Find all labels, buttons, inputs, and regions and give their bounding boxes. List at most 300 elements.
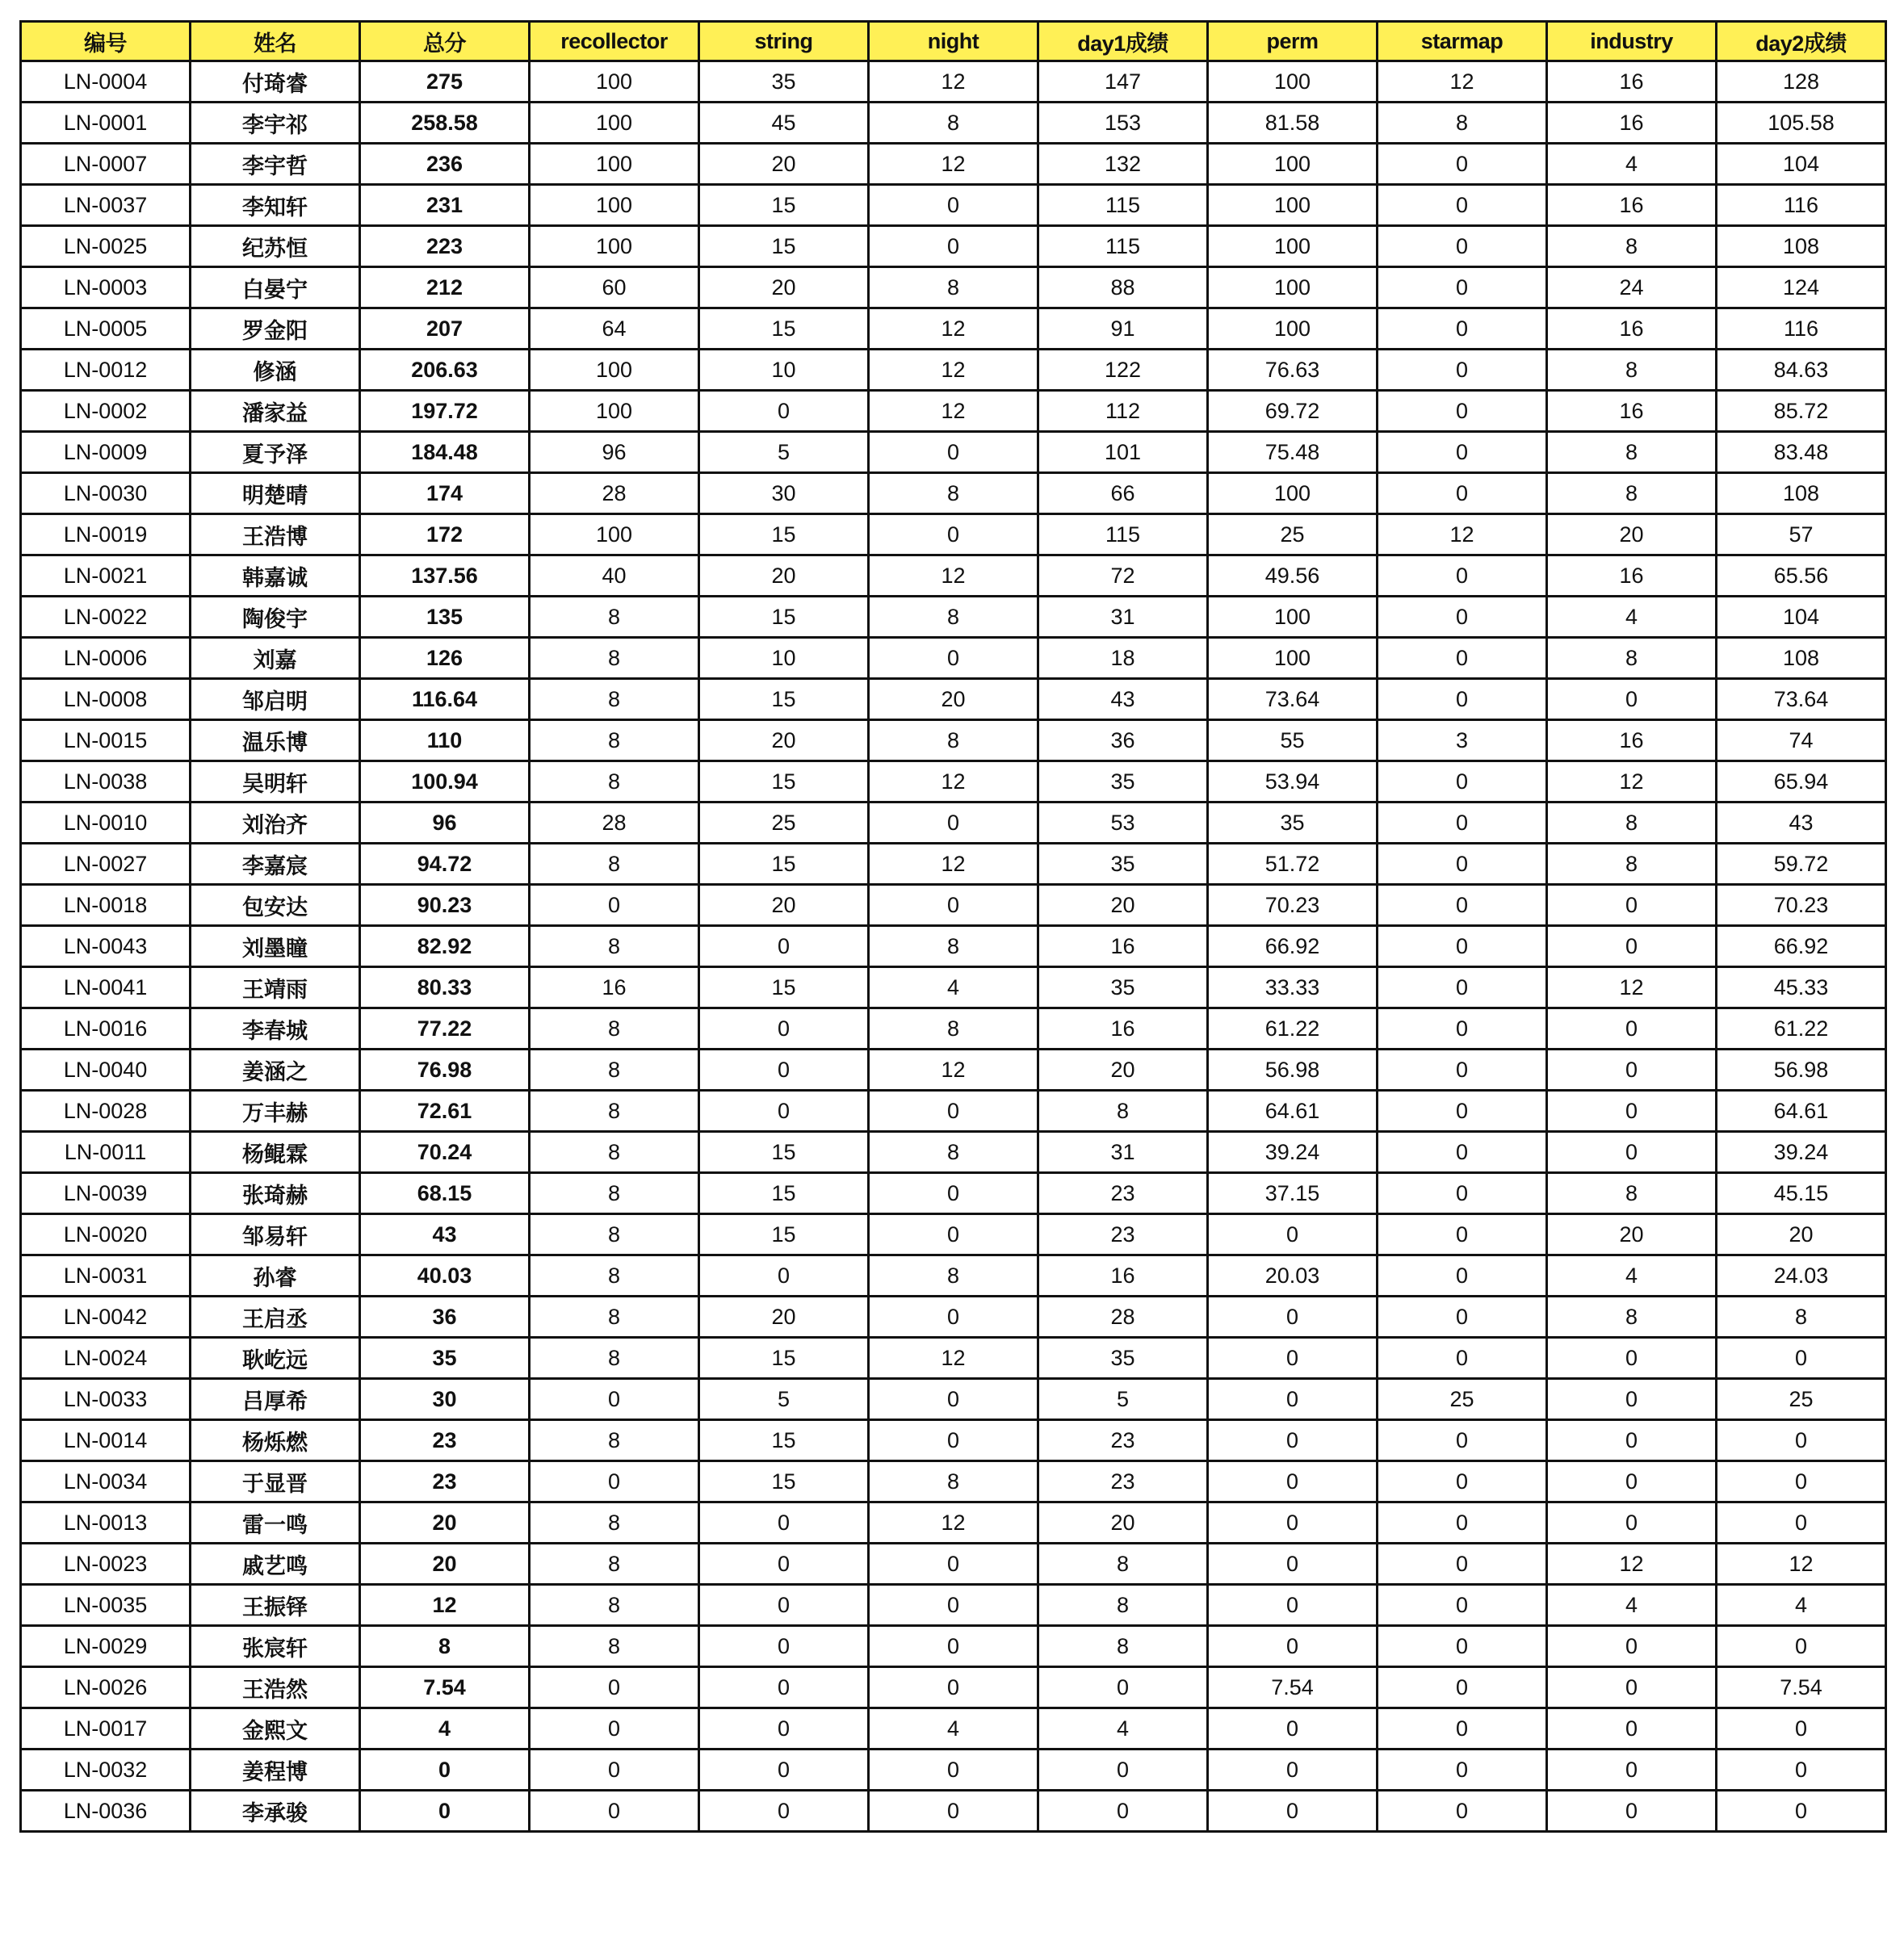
cell-total[interactable]: 206.63 [360, 350, 530, 391]
cell-total[interactable]: 7.54 [360, 1667, 530, 1708]
cell-day1[interactable]: 8 [1038, 1626, 1208, 1667]
cell-id[interactable]: LN-0006 [21, 638, 191, 679]
cell-string[interactable]: 0 [699, 1750, 869, 1791]
cell-string[interactable]: 0 [699, 926, 869, 967]
cell-night[interactable]: 12 [869, 308, 1038, 350]
cell-recollector[interactable]: 64 [530, 308, 699, 350]
cell-starmap[interactable]: 0 [1378, 1214, 1547, 1255]
cell-day2[interactable]: 39.24 [1717, 1132, 1886, 1173]
cell-day2[interactable]: 83.48 [1717, 432, 1886, 473]
cell-perm[interactable]: 69.72 [1208, 391, 1378, 432]
cell-day2[interactable]: 56.98 [1717, 1050, 1886, 1091]
cell-day1[interactable]: 101 [1038, 432, 1208, 473]
cell-total[interactable]: 43 [360, 1214, 530, 1255]
cell-day1[interactable]: 36 [1038, 720, 1208, 761]
cell-recollector[interactable]: 0 [530, 1750, 699, 1791]
cell-starmap[interactable]: 12 [1378, 514, 1547, 555]
cell-string[interactable]: 15 [699, 226, 869, 267]
cell-recollector[interactable]: 8 [530, 679, 699, 720]
cell-id[interactable]: LN-0024 [21, 1338, 191, 1379]
cell-industry[interactable]: 12 [1547, 1544, 1717, 1585]
cell-name[interactable]: 李嘉宸 [191, 844, 360, 885]
cell-total[interactable]: 20 [360, 1544, 530, 1585]
cell-starmap[interactable]: 0 [1378, 308, 1547, 350]
cell-total[interactable]: 96 [360, 802, 530, 844]
cell-night[interactable]: 12 [869, 844, 1038, 885]
cell-name[interactable]: 杨鲲霖 [191, 1132, 360, 1173]
cell-total[interactable]: 76.98 [360, 1050, 530, 1091]
cell-perm[interactable]: 0 [1208, 1708, 1378, 1750]
cell-total[interactable]: 35 [360, 1338, 530, 1379]
cell-day2[interactable]: 12 [1717, 1544, 1886, 1585]
cell-night[interactable]: 0 [869, 638, 1038, 679]
cell-day2[interactable]: 45.33 [1717, 967, 1886, 1008]
cell-total[interactable]: 135 [360, 597, 530, 638]
cell-starmap[interactable]: 0 [1378, 802, 1547, 844]
cell-perm[interactable]: 100 [1208, 144, 1378, 185]
cell-perm[interactable]: 0 [1208, 1750, 1378, 1791]
cell-day2[interactable]: 65.94 [1717, 761, 1886, 802]
cell-day2[interactable]: 66.92 [1717, 926, 1886, 967]
cell-id[interactable]: LN-0032 [21, 1750, 191, 1791]
cell-recollector[interactable]: 28 [530, 802, 699, 844]
cell-perm[interactable]: 33.33 [1208, 967, 1378, 1008]
cell-perm[interactable]: 20.03 [1208, 1255, 1378, 1297]
cell-id[interactable]: LN-0009 [21, 432, 191, 473]
column-header-industry[interactable]: industry [1547, 22, 1717, 61]
cell-day2[interactable]: 104 [1717, 144, 1886, 185]
cell-recollector[interactable]: 8 [530, 1502, 699, 1544]
cell-recollector[interactable]: 100 [530, 61, 699, 103]
cell-night[interactable]: 0 [869, 1667, 1038, 1708]
cell-string[interactable]: 0 [699, 1626, 869, 1667]
cell-day1[interactable]: 132 [1038, 144, 1208, 185]
cell-day2[interactable]: 65.56 [1717, 555, 1886, 597]
cell-id[interactable]: LN-0027 [21, 844, 191, 885]
cell-perm[interactable]: 56.98 [1208, 1050, 1378, 1091]
cell-night[interactable]: 12 [869, 144, 1038, 185]
cell-name[interactable]: 金熙文 [191, 1708, 360, 1750]
cell-id[interactable]: LN-0030 [21, 473, 191, 514]
cell-name[interactable]: 邹启明 [191, 679, 360, 720]
cell-string[interactable]: 30 [699, 473, 869, 514]
cell-night[interactable]: 0 [869, 1750, 1038, 1791]
cell-industry[interactable]: 4 [1547, 1585, 1717, 1626]
cell-id[interactable]: LN-0013 [21, 1502, 191, 1544]
cell-night[interactable]: 8 [869, 473, 1038, 514]
cell-recollector[interactable]: 0 [530, 885, 699, 926]
cell-day2[interactable]: 0 [1717, 1502, 1886, 1544]
cell-perm[interactable]: 37.15 [1208, 1173, 1378, 1214]
cell-day2[interactable]: 0 [1717, 1626, 1886, 1667]
cell-id[interactable]: LN-0042 [21, 1297, 191, 1338]
column-header-day2[interactable]: day2成绩 [1717, 22, 1886, 61]
cell-string[interactable]: 20 [699, 267, 869, 308]
cell-recollector[interactable]: 8 [530, 597, 699, 638]
cell-recollector[interactable]: 8 [530, 1132, 699, 1173]
cell-day2[interactable]: 0 [1717, 1708, 1886, 1750]
cell-total[interactable]: 172 [360, 514, 530, 555]
cell-recollector[interactable]: 8 [530, 1338, 699, 1379]
cell-perm[interactable]: 100 [1208, 267, 1378, 308]
cell-name[interactable]: 纪苏恒 [191, 226, 360, 267]
cell-recollector[interactable]: 0 [530, 1379, 699, 1420]
cell-recollector[interactable]: 0 [530, 1791, 699, 1832]
cell-day1[interactable]: 35 [1038, 761, 1208, 802]
cell-day1[interactable]: 8 [1038, 1091, 1208, 1132]
cell-perm[interactable]: 0 [1208, 1626, 1378, 1667]
cell-name[interactable]: 雷一鸣 [191, 1502, 360, 1544]
cell-industry[interactable]: 12 [1547, 967, 1717, 1008]
cell-starmap[interactable]: 0 [1378, 1255, 1547, 1297]
column-header-day1[interactable]: day1成绩 [1038, 22, 1208, 61]
cell-id[interactable]: LN-0015 [21, 720, 191, 761]
cell-string[interactable]: 15 [699, 1173, 869, 1214]
cell-night[interactable]: 0 [869, 1626, 1038, 1667]
cell-day1[interactable]: 23 [1038, 1461, 1208, 1502]
cell-day1[interactable]: 31 [1038, 1132, 1208, 1173]
cell-industry[interactable]: 8 [1547, 432, 1717, 473]
cell-string[interactable]: 15 [699, 761, 869, 802]
cell-industry[interactable]: 8 [1547, 802, 1717, 844]
cell-day1[interactable]: 20 [1038, 1050, 1208, 1091]
cell-industry[interactable]: 8 [1547, 350, 1717, 391]
cell-name[interactable]: 李宇祁 [191, 103, 360, 144]
column-header-starmap[interactable]: starmap [1378, 22, 1547, 61]
cell-total[interactable]: 77.22 [360, 1008, 530, 1050]
cell-day1[interactable]: 16 [1038, 926, 1208, 967]
cell-night[interactable]: 0 [869, 1379, 1038, 1420]
cell-night[interactable]: 12 [869, 61, 1038, 103]
cell-total[interactable]: 90.23 [360, 885, 530, 926]
cell-name[interactable]: 李知轩 [191, 185, 360, 226]
cell-industry[interactable]: 0 [1547, 1338, 1717, 1379]
cell-day2[interactable]: 59.72 [1717, 844, 1886, 885]
cell-starmap[interactable]: 0 [1378, 226, 1547, 267]
cell-name[interactable]: 白晏宁 [191, 267, 360, 308]
cell-name[interactable]: 罗金阳 [191, 308, 360, 350]
cell-starmap[interactable]: 0 [1378, 1544, 1547, 1585]
cell-starmap[interactable]: 0 [1378, 1173, 1547, 1214]
cell-recollector[interactable]: 100 [530, 226, 699, 267]
cell-id[interactable]: LN-0014 [21, 1420, 191, 1461]
cell-industry[interactable]: 20 [1547, 1214, 1717, 1255]
cell-perm[interactable]: 100 [1208, 61, 1378, 103]
cell-total[interactable]: 12 [360, 1585, 530, 1626]
cell-industry[interactable]: 0 [1547, 1667, 1717, 1708]
cell-recollector[interactable]: 8 [530, 638, 699, 679]
cell-name[interactable]: 耿屹远 [191, 1338, 360, 1379]
cell-day1[interactable]: 115 [1038, 514, 1208, 555]
cell-string[interactable]: 15 [699, 597, 869, 638]
cell-total[interactable]: 80.33 [360, 967, 530, 1008]
cell-recollector[interactable]: 8 [530, 1255, 699, 1297]
cell-id[interactable]: LN-0010 [21, 802, 191, 844]
cell-id[interactable]: LN-0003 [21, 267, 191, 308]
cell-night[interactable]: 0 [869, 1420, 1038, 1461]
cell-string[interactable]: 0 [699, 1502, 869, 1544]
cell-day2[interactable]: 20 [1717, 1214, 1886, 1255]
cell-name[interactable]: 王振铎 [191, 1585, 360, 1626]
cell-perm[interactable]: 100 [1208, 638, 1378, 679]
cell-name[interactable]: 吴明轩 [191, 761, 360, 802]
cell-string[interactable]: 10 [699, 350, 869, 391]
cell-total[interactable]: 0 [360, 1750, 530, 1791]
cell-day2[interactable]: 85.72 [1717, 391, 1886, 432]
cell-day2[interactable]: 0 [1717, 1338, 1886, 1379]
cell-recollector[interactable]: 8 [530, 1050, 699, 1091]
cell-night[interactable]: 8 [869, 1461, 1038, 1502]
cell-recollector[interactable]: 8 [530, 1420, 699, 1461]
cell-id[interactable]: LN-0004 [21, 61, 191, 103]
cell-string[interactable]: 20 [699, 1297, 869, 1338]
cell-name[interactable]: 李宇哲 [191, 144, 360, 185]
cell-night[interactable]: 8 [869, 1008, 1038, 1050]
cell-industry[interactable]: 8 [1547, 844, 1717, 885]
cell-string[interactable]: 0 [699, 1255, 869, 1297]
cell-day2[interactable]: 128 [1717, 61, 1886, 103]
cell-total[interactable]: 82.92 [360, 926, 530, 967]
cell-day1[interactable]: 88 [1038, 267, 1208, 308]
cell-night[interactable]: 0 [869, 432, 1038, 473]
cell-starmap[interactable]: 0 [1378, 1791, 1547, 1832]
cell-id[interactable]: LN-0028 [21, 1091, 191, 1132]
cell-id[interactable]: LN-0022 [21, 597, 191, 638]
cell-industry[interactable]: 0 [1547, 1091, 1717, 1132]
cell-perm[interactable]: 0 [1208, 1502, 1378, 1544]
cell-day1[interactable]: 18 [1038, 638, 1208, 679]
cell-day2[interactable]: 7.54 [1717, 1667, 1886, 1708]
cell-starmap[interactable]: 0 [1378, 350, 1547, 391]
column-header-night[interactable]: night [869, 22, 1038, 61]
cell-string[interactable]: 15 [699, 308, 869, 350]
cell-day2[interactable]: 0 [1717, 1461, 1886, 1502]
cell-night[interactable]: 0 [869, 1214, 1038, 1255]
cell-day2[interactable]: 124 [1717, 267, 1886, 308]
cell-day2[interactable]: 0 [1717, 1420, 1886, 1461]
cell-night[interactable]: 8 [869, 597, 1038, 638]
cell-perm[interactable]: 0 [1208, 1420, 1378, 1461]
cell-id[interactable]: LN-0034 [21, 1461, 191, 1502]
cell-night[interactable]: 0 [869, 1791, 1038, 1832]
cell-industry[interactable]: 0 [1547, 1791, 1717, 1832]
cell-industry[interactable]: 0 [1547, 1461, 1717, 1502]
cell-name[interactable]: 姜涵之 [191, 1050, 360, 1091]
cell-recollector[interactable]: 8 [530, 1091, 699, 1132]
cell-string[interactable]: 15 [699, 1132, 869, 1173]
cell-name[interactable]: 张宸轩 [191, 1626, 360, 1667]
cell-name[interactable]: 付琦睿 [191, 61, 360, 103]
cell-industry[interactable]: 0 [1547, 926, 1717, 967]
cell-recollector[interactable]: 0 [530, 1667, 699, 1708]
cell-industry[interactable]: 20 [1547, 514, 1717, 555]
cell-total[interactable]: 207 [360, 308, 530, 350]
cell-perm[interactable]: 51.72 [1208, 844, 1378, 885]
cell-night[interactable]: 12 [869, 391, 1038, 432]
cell-string[interactable]: 0 [699, 391, 869, 432]
cell-starmap[interactable]: 0 [1378, 1750, 1547, 1791]
cell-starmap[interactable]: 0 [1378, 473, 1547, 514]
cell-starmap[interactable]: 0 [1378, 1708, 1547, 1750]
cell-total[interactable]: 275 [360, 61, 530, 103]
cell-starmap[interactable]: 0 [1378, 267, 1547, 308]
cell-recollector[interactable]: 100 [530, 514, 699, 555]
cell-total[interactable]: 126 [360, 638, 530, 679]
cell-day1[interactable]: 35 [1038, 844, 1208, 885]
cell-starmap[interactable]: 0 [1378, 1585, 1547, 1626]
cell-name[interactable]: 韩嘉诚 [191, 555, 360, 597]
cell-day2[interactable]: 74 [1717, 720, 1886, 761]
cell-total[interactable]: 8 [360, 1626, 530, 1667]
cell-night[interactable]: 0 [869, 1585, 1038, 1626]
cell-day2[interactable]: 70.23 [1717, 885, 1886, 926]
cell-day2[interactable]: 105.58 [1717, 103, 1886, 144]
cell-day2[interactable]: 73.64 [1717, 679, 1886, 720]
cell-starmap[interactable]: 0 [1378, 926, 1547, 967]
cell-recollector[interactable]: 8 [530, 720, 699, 761]
cell-name[interactable]: 吕厚希 [191, 1379, 360, 1420]
cell-name[interactable]: 李春城 [191, 1008, 360, 1050]
cell-day2[interactable]: 45.15 [1717, 1173, 1886, 1214]
cell-string[interactable]: 15 [699, 967, 869, 1008]
cell-recollector[interactable]: 0 [530, 1461, 699, 1502]
cell-string[interactable]: 15 [699, 1461, 869, 1502]
cell-recollector[interactable]: 100 [530, 350, 699, 391]
cell-perm[interactable]: 0 [1208, 1338, 1378, 1379]
cell-string[interactable]: 0 [699, 1791, 869, 1832]
cell-id[interactable]: LN-0005 [21, 308, 191, 350]
cell-industry[interactable]: 0 [1547, 1708, 1717, 1750]
cell-id[interactable]: LN-0033 [21, 1379, 191, 1420]
cell-string[interactable]: 0 [699, 1544, 869, 1585]
cell-total[interactable]: 23 [360, 1461, 530, 1502]
cell-perm[interactable]: 76.63 [1208, 350, 1378, 391]
cell-industry[interactable]: 4 [1547, 597, 1717, 638]
cell-industry[interactable]: 8 [1547, 473, 1717, 514]
cell-day1[interactable]: 0 [1038, 1750, 1208, 1791]
cell-name[interactable]: 邹易轩 [191, 1214, 360, 1255]
cell-total[interactable]: 110 [360, 720, 530, 761]
cell-recollector[interactable]: 8 [530, 1544, 699, 1585]
cell-name[interactable]: 刘墨瞳 [191, 926, 360, 967]
cell-total[interactable]: 68.15 [360, 1173, 530, 1214]
cell-total[interactable]: 30 [360, 1379, 530, 1420]
cell-industry[interactable]: 12 [1547, 761, 1717, 802]
cell-starmap[interactable]: 0 [1378, 555, 1547, 597]
cell-id[interactable]: LN-0017 [21, 1708, 191, 1750]
cell-total[interactable]: 116.64 [360, 679, 530, 720]
cell-id[interactable]: LN-0007 [21, 144, 191, 185]
cell-name[interactable]: 王浩然 [191, 1667, 360, 1708]
cell-perm[interactable]: 73.64 [1208, 679, 1378, 720]
cell-string[interactable]: 15 [699, 844, 869, 885]
cell-night[interactable]: 8 [869, 1255, 1038, 1297]
column-header-recollector[interactable]: recollector [530, 22, 699, 61]
cell-id[interactable]: LN-0008 [21, 679, 191, 720]
cell-perm[interactable]: 100 [1208, 597, 1378, 638]
cell-day2[interactable]: 84.63 [1717, 350, 1886, 391]
cell-perm[interactable]: 0 [1208, 1585, 1378, 1626]
cell-industry[interactable]: 0 [1547, 1502, 1717, 1544]
cell-id[interactable]: LN-0037 [21, 185, 191, 226]
cell-starmap[interactable]: 0 [1378, 144, 1547, 185]
cell-day1[interactable]: 115 [1038, 185, 1208, 226]
cell-night[interactable]: 0 [869, 226, 1038, 267]
cell-starmap[interactable]: 0 [1378, 391, 1547, 432]
cell-day1[interactable]: 20 [1038, 885, 1208, 926]
cell-id[interactable]: LN-0025 [21, 226, 191, 267]
cell-night[interactable]: 0 [869, 802, 1038, 844]
cell-total[interactable]: 184.48 [360, 432, 530, 473]
cell-industry[interactable]: 16 [1547, 61, 1717, 103]
cell-perm[interactable]: 53.94 [1208, 761, 1378, 802]
cell-industry[interactable]: 16 [1547, 555, 1717, 597]
cell-starmap[interactable]: 0 [1378, 1626, 1547, 1667]
column-header-total[interactable]: 总分 [360, 22, 530, 61]
cell-recollector[interactable]: 8 [530, 844, 699, 885]
cell-id[interactable]: LN-0019 [21, 514, 191, 555]
cell-total[interactable]: 70.24 [360, 1132, 530, 1173]
cell-string[interactable]: 25 [699, 802, 869, 844]
cell-total[interactable]: 174 [360, 473, 530, 514]
cell-perm[interactable]: 100 [1208, 226, 1378, 267]
cell-recollector[interactable]: 40 [530, 555, 699, 597]
cell-id[interactable]: LN-0020 [21, 1214, 191, 1255]
cell-day2[interactable]: 0 [1717, 1791, 1886, 1832]
cell-industry[interactable]: 4 [1547, 144, 1717, 185]
cell-recollector[interactable]: 8 [530, 1585, 699, 1626]
cell-day2[interactable]: 0 [1717, 1750, 1886, 1791]
cell-starmap[interactable]: 3 [1378, 720, 1547, 761]
cell-perm[interactable]: 100 [1208, 185, 1378, 226]
cell-id[interactable]: LN-0011 [21, 1132, 191, 1173]
cell-perm[interactable]: 0 [1208, 1379, 1378, 1420]
cell-day1[interactable]: 122 [1038, 350, 1208, 391]
cell-name[interactable]: 王浩博 [191, 514, 360, 555]
cell-name[interactable]: 修涵 [191, 350, 360, 391]
cell-string[interactable]: 20 [699, 144, 869, 185]
cell-day2[interactable]: 108 [1717, 638, 1886, 679]
cell-day1[interactable]: 43 [1038, 679, 1208, 720]
cell-id[interactable]: LN-0039 [21, 1173, 191, 1214]
cell-day1[interactable]: 16 [1038, 1255, 1208, 1297]
cell-night[interactable]: 0 [869, 514, 1038, 555]
cell-string[interactable]: 15 [699, 679, 869, 720]
cell-name[interactable]: 刘治齐 [191, 802, 360, 844]
cell-name[interactable]: 杨烁燃 [191, 1420, 360, 1461]
cell-string[interactable]: 15 [699, 514, 869, 555]
column-header-id[interactable]: 编号 [21, 22, 191, 61]
cell-day2[interactable]: 8 [1717, 1297, 1886, 1338]
cell-day2[interactable]: 25 [1717, 1379, 1886, 1420]
cell-day1[interactable]: 4 [1038, 1708, 1208, 1750]
cell-industry[interactable]: 24 [1547, 267, 1717, 308]
cell-night[interactable]: 8 [869, 926, 1038, 967]
cell-string[interactable]: 0 [699, 1091, 869, 1132]
cell-day1[interactable]: 35 [1038, 967, 1208, 1008]
cell-name[interactable]: 李承骏 [191, 1791, 360, 1832]
cell-name[interactable]: 刘嘉 [191, 638, 360, 679]
cell-name[interactable]: 张琦赫 [191, 1173, 360, 1214]
cell-night[interactable]: 20 [869, 679, 1038, 720]
cell-name[interactable]: 包安达 [191, 885, 360, 926]
cell-string[interactable]: 15 [699, 1338, 869, 1379]
cell-day1[interactable]: 8 [1038, 1585, 1208, 1626]
cell-name[interactable]: 夏予泽 [191, 432, 360, 473]
cell-night[interactable]: 12 [869, 761, 1038, 802]
cell-day1[interactable]: 23 [1038, 1420, 1208, 1461]
cell-industry[interactable]: 0 [1547, 1008, 1717, 1050]
